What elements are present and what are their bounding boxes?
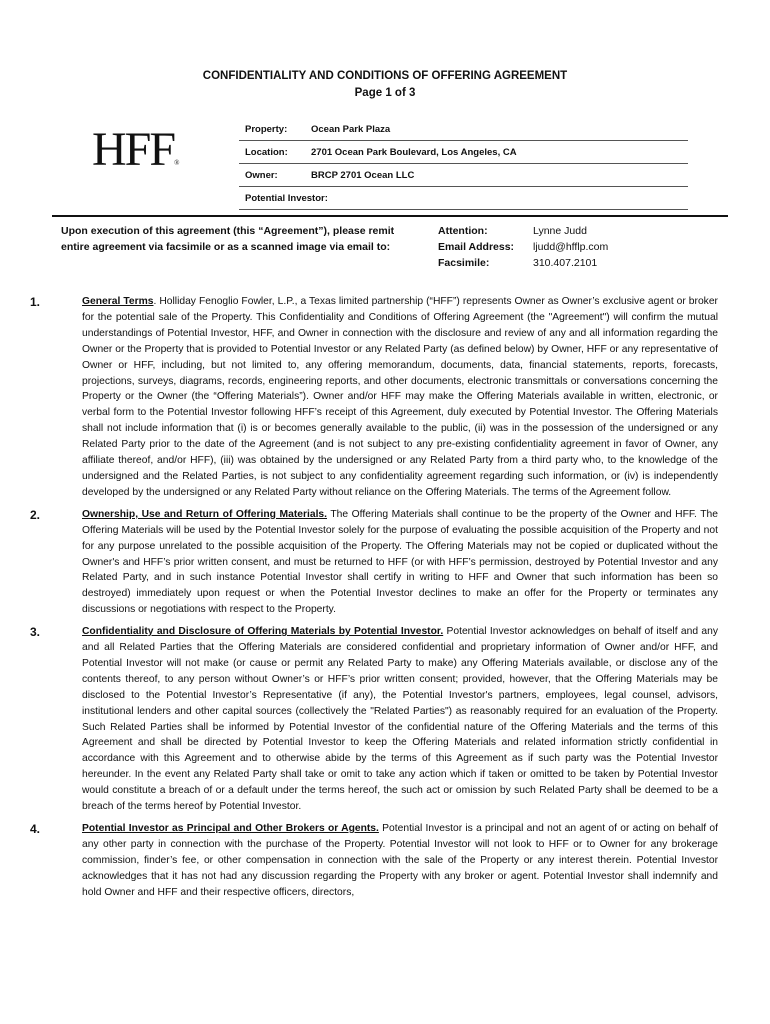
location-label: Location: [245, 146, 288, 158]
section-heading: General Terms [82, 296, 154, 307]
section-heading: Confidentiality and Disclosure of Offering Materials by Potential Investor. [82, 626, 444, 638]
potential-investor-label: Potential Investor: [245, 192, 328, 204]
document-header [0, 68, 770, 102]
section-number: 2. [30, 507, 41, 522]
section-number: 4. [30, 822, 41, 836]
owner-label: Owner: [245, 169, 278, 181]
location-row [239, 141, 688, 164]
property-info-table [239, 118, 688, 210]
attention-label: Attention: [438, 225, 488, 237]
location-value: 2701 Ocean Park Boulevard, Los Angeles, CA [311, 146, 517, 158]
page-number: Page 1 of 3 [354, 87, 416, 99]
property-label: Property: [245, 123, 288, 135]
section-general-terms [30, 294, 718, 501]
section-number: 3. [30, 625, 41, 640]
header-divider [52, 215, 728, 217]
registered-mark: ® [174, 159, 180, 167]
remit-contact [438, 223, 608, 271]
section-body [82, 507, 718, 618]
section-heading: Ownership, Use and Return of Offering Materials. [82, 508, 328, 520]
section-ownership-use-return [30, 507, 718, 618]
remit-instructions: Upon execution of this agreement (this “Agreement”), please remit entire agreement via facsimile or as a scanned image via email to: [61, 225, 395, 253]
section-text: The Offering Materials shall continue to be the property of the Owner and HFF. The Offering Materials will be used by the Potential Investor solely for the purpose of evaluating the possible acquisition of the Property and not for any purpose unrelated to the possible acquisition of the Property. The Offering Materials may not be copied or duplicated without the Owner's and HFF’s prior written consent, and must be returned to HFF (or with HFF’s permission, destroyed by Potential Investor and any Related Party, and in such instance Potential Investor shall certify in writing to HFF and Owner that such information has been so destroyed) immediately upon request or when the Potential Investor declines to make an offer for the Property or terminates any discussions or negotiations with respect to the Property. [82, 508, 718, 616]
section-text: Potential Investor is a principal and not an agent of or acting on behalf of any other party in connection with the purchase of the Property. Potential Investor will not look to HFF or to Owner for any brokerage commission, finder’s fee, or other compensation in connection with the sale of the Property or any interest therein. Potential Investor acknowledges that it has not had any discussion regarding the Property with any broker or agent. Potential Investor shall indemnify and hold Owner and HFF and their respective officers, directors, [82, 823, 718, 898]
attention-row [438, 223, 608, 239]
section-body [82, 821, 718, 901]
property-value: Ocean Park Plaza [311, 123, 391, 135]
section-body [82, 294, 718, 501]
owner-value: BRCP 2701 Ocean LLC [311, 169, 415, 181]
fax-value: 310.407.2101 [533, 257, 598, 269]
section-principal-brokers [30, 821, 718, 901]
section-text: Potential Investor acknowledges on behalf of itself and any and all Related Parties that the Offering Materials are considered confidential and proprietary information of Owner and/or HFF, and Potential Investor will not make (or cause or permit any Related Party to make) any Offering Materials available, or disclose any of the contents thereof, to any person without Owner’s or HFF’s prior written consent; provided, however, that the Offering Materials may be disclosed to the Potential Investor’s Representative (if any), the Potential Investor's partners, employees, legal counsel, advisors, institutional lenders and other capital sources (collectively the "Related Parties") as reasonably required for an evaluation of the Property. Such Related Parties shall be informed by Potential Investor of the confidential nature of the Offering Materials and the terms of this Agreement and shall be directed by Potential Investor to keep the Offering Materials and related information strictly confidential in accordance with this Agreement and to otherwise abide by the terms of this Agreement as if such party was the Potential Investor hereunder. In the event any Related Party shall take or omit to take any action which if taken or omitted to be taken by Potential Investor would constitute a breach of or a default under the terms hereof, the such act or omission by such Related Party shall be deemed to be a breach of the terms hereof by Potential Investor. [82, 626, 718, 813]
fax-row [438, 255, 608, 271]
email-label: Email Address: [438, 241, 515, 253]
section-body [82, 624, 718, 815]
section-heading: Potential Investor as Principal and Other Brokers or Agents. [82, 823, 379, 834]
agreement-sections [30, 294, 718, 907]
section-confidentiality-disclosure [30, 624, 718, 815]
section-number: 1. [30, 295, 41, 309]
logo-text: HFF [92, 123, 175, 176]
email-row [438, 239, 608, 255]
hff-logo [92, 123, 180, 187]
owner-row [239, 164, 688, 187]
property-row [239, 118, 688, 141]
attention-value: Lynne Judd [533, 225, 587, 237]
email-value[interactable]: ljudd@hfflp.com [533, 241, 609, 253]
fax-label: Facsimile: [438, 257, 490, 269]
document-title: CONFIDENTIALITY AND CONDITIONS OF OFFERING AGREEMENT [202, 70, 568, 82]
potential-investor-row[interactable] [239, 187, 688, 210]
section-text: . Holliday Fenoglio Fowler, L.P., a Texas limited partnership (“HFF”) represents Owner as Owner’s exclusive agent or broker for the potential sale of the Property. This Confidentiality and Conditions of Offering Agreement (the "Agreement") will confirm the mutual understandings of Potential Investor, HFF, and Owner in connection with the disclosure and review of any and all information regarding the Owner or the Property that is provided to Potential Investor or any Related Party (as defined below) by Owner, HFF or any representative of Owner or HFF, including, but not limited to, any offering memorandum, documents, data, financial statements, reports, forecasts, projections, surveys, diagrams, records, engineering reports, and other documents, electronic transmittals or conversations concerning the Property or the Owner (the “Offering Materials”). Owner and/or HFF may make the Offering Materials available in written, electronic, or verbal form to the Potential Investor following HFF’s receipt of this Agreement, duly executed by Potential Investor. The Offering Materials shall not include information that (i) is or becomes generally available to the public, (ii) was in the possession of the undersigned or any Related Party prior to the date of the Agreement (and is not subject to any pre-existing confidentiality agreement in favor of Owner, any affiliate thereof, and/or HFF), (iii) was obtained by the undersigned or any Related Party from a third party who, to the knowledge of the undersigned and the Related Parties, is not subject to any confidentiality agreement regarding such information, or (iv) is independently developed by the undersigned or any Related Party without reliance on the Offering Materials. The terms of the Agreement follow. [82, 296, 718, 498]
